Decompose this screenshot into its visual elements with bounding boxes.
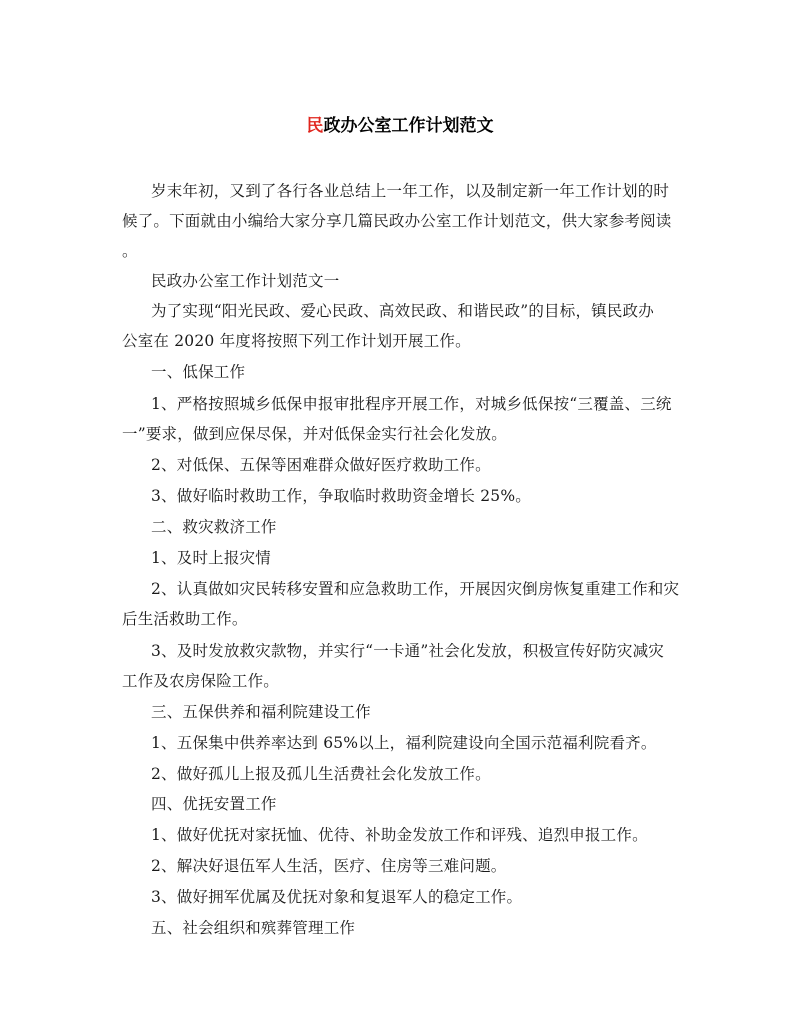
list-item-continuation: 一”要求，做到应保尽保，并对低保金实行社会化发放。	[122, 425, 507, 443]
list-item: 1、做好优抚对家抚恤、优待、补助金发放工作和评残、追烈申报工作。	[151, 826, 648, 844]
section-heading: 一、低保工作	[151, 363, 246, 381]
list-item-continuation: 工作及农房保险工作。	[122, 672, 280, 690]
list-item: 2、认真做如灾民转移安置和应急救助工作，开展因灾倒房恢复重建工作和灾	[151, 580, 680, 598]
section-heading: 三、五保供养和福利院建设工作	[151, 703, 371, 721]
section-heading: 民政办公室工作计划范文一	[151, 272, 340, 290]
paragraph-line: 候了。下面就由小编给大家分享几篇民政办公室工作计划范文，供大家参考阅读	[122, 212, 672, 230]
section-heading: 二、救灾救济工作	[151, 518, 277, 536]
paragraph-line: 岁末年初，又到了各行各业总结上一年工作，以及制定新一年工作计划的时	[151, 182, 670, 200]
list-item: 3、做好临时救助工作，争取临时救助资金增长 25%。	[151, 487, 531, 505]
paragraph-line: 为了实现“阳光民政、爱心民政、高效民政、和谐民政”的目标，镇民政办	[151, 302, 654, 320]
list-item: 3、及时发放救灾款物，并实行“一卡通”社会化发放，积极宣传好防灾减灾	[151, 642, 665, 660]
section-heading: 四、优抚安置工作	[151, 795, 277, 813]
title-rest: 政办公室工作计划范文	[323, 116, 494, 136]
list-item: 1、及时上报灾情	[151, 549, 271, 567]
list-item-continuation: 后生活救助工作。	[122, 610, 248, 628]
list-item: 1、五保集中供养率达到 65%以上，福利院建设向全国示范福利院看齐。	[151, 734, 657, 752]
list-item: 2、解决好退伍军人生活，医疗、住房等三难问题。	[151, 857, 507, 875]
paragraph-line: 。	[122, 242, 138, 260]
section-heading: 五、社会组织和殡葬管理工作	[151, 919, 356, 937]
title-first-char: 民	[306, 116, 324, 136]
list-item: 2、对低保、五保等困难群众做好医疗救助工作。	[151, 456, 491, 474]
list-item: 1、严格按照城乡低保申报审批程序开展工作，对城乡低保按“三覆盖、三统	[151, 395, 672, 413]
list-item: 3、做好拥军优属及优抚对象和复退军人的稳定工作。	[151, 888, 523, 906]
document-title	[0, 114, 800, 138]
list-item: 2、做好孤儿上报及孤儿生活费社会化发放工作。	[151, 765, 491, 783]
paragraph-line: 公室在 2020 年度将按照下列工作计划开展工作。	[122, 332, 471, 350]
